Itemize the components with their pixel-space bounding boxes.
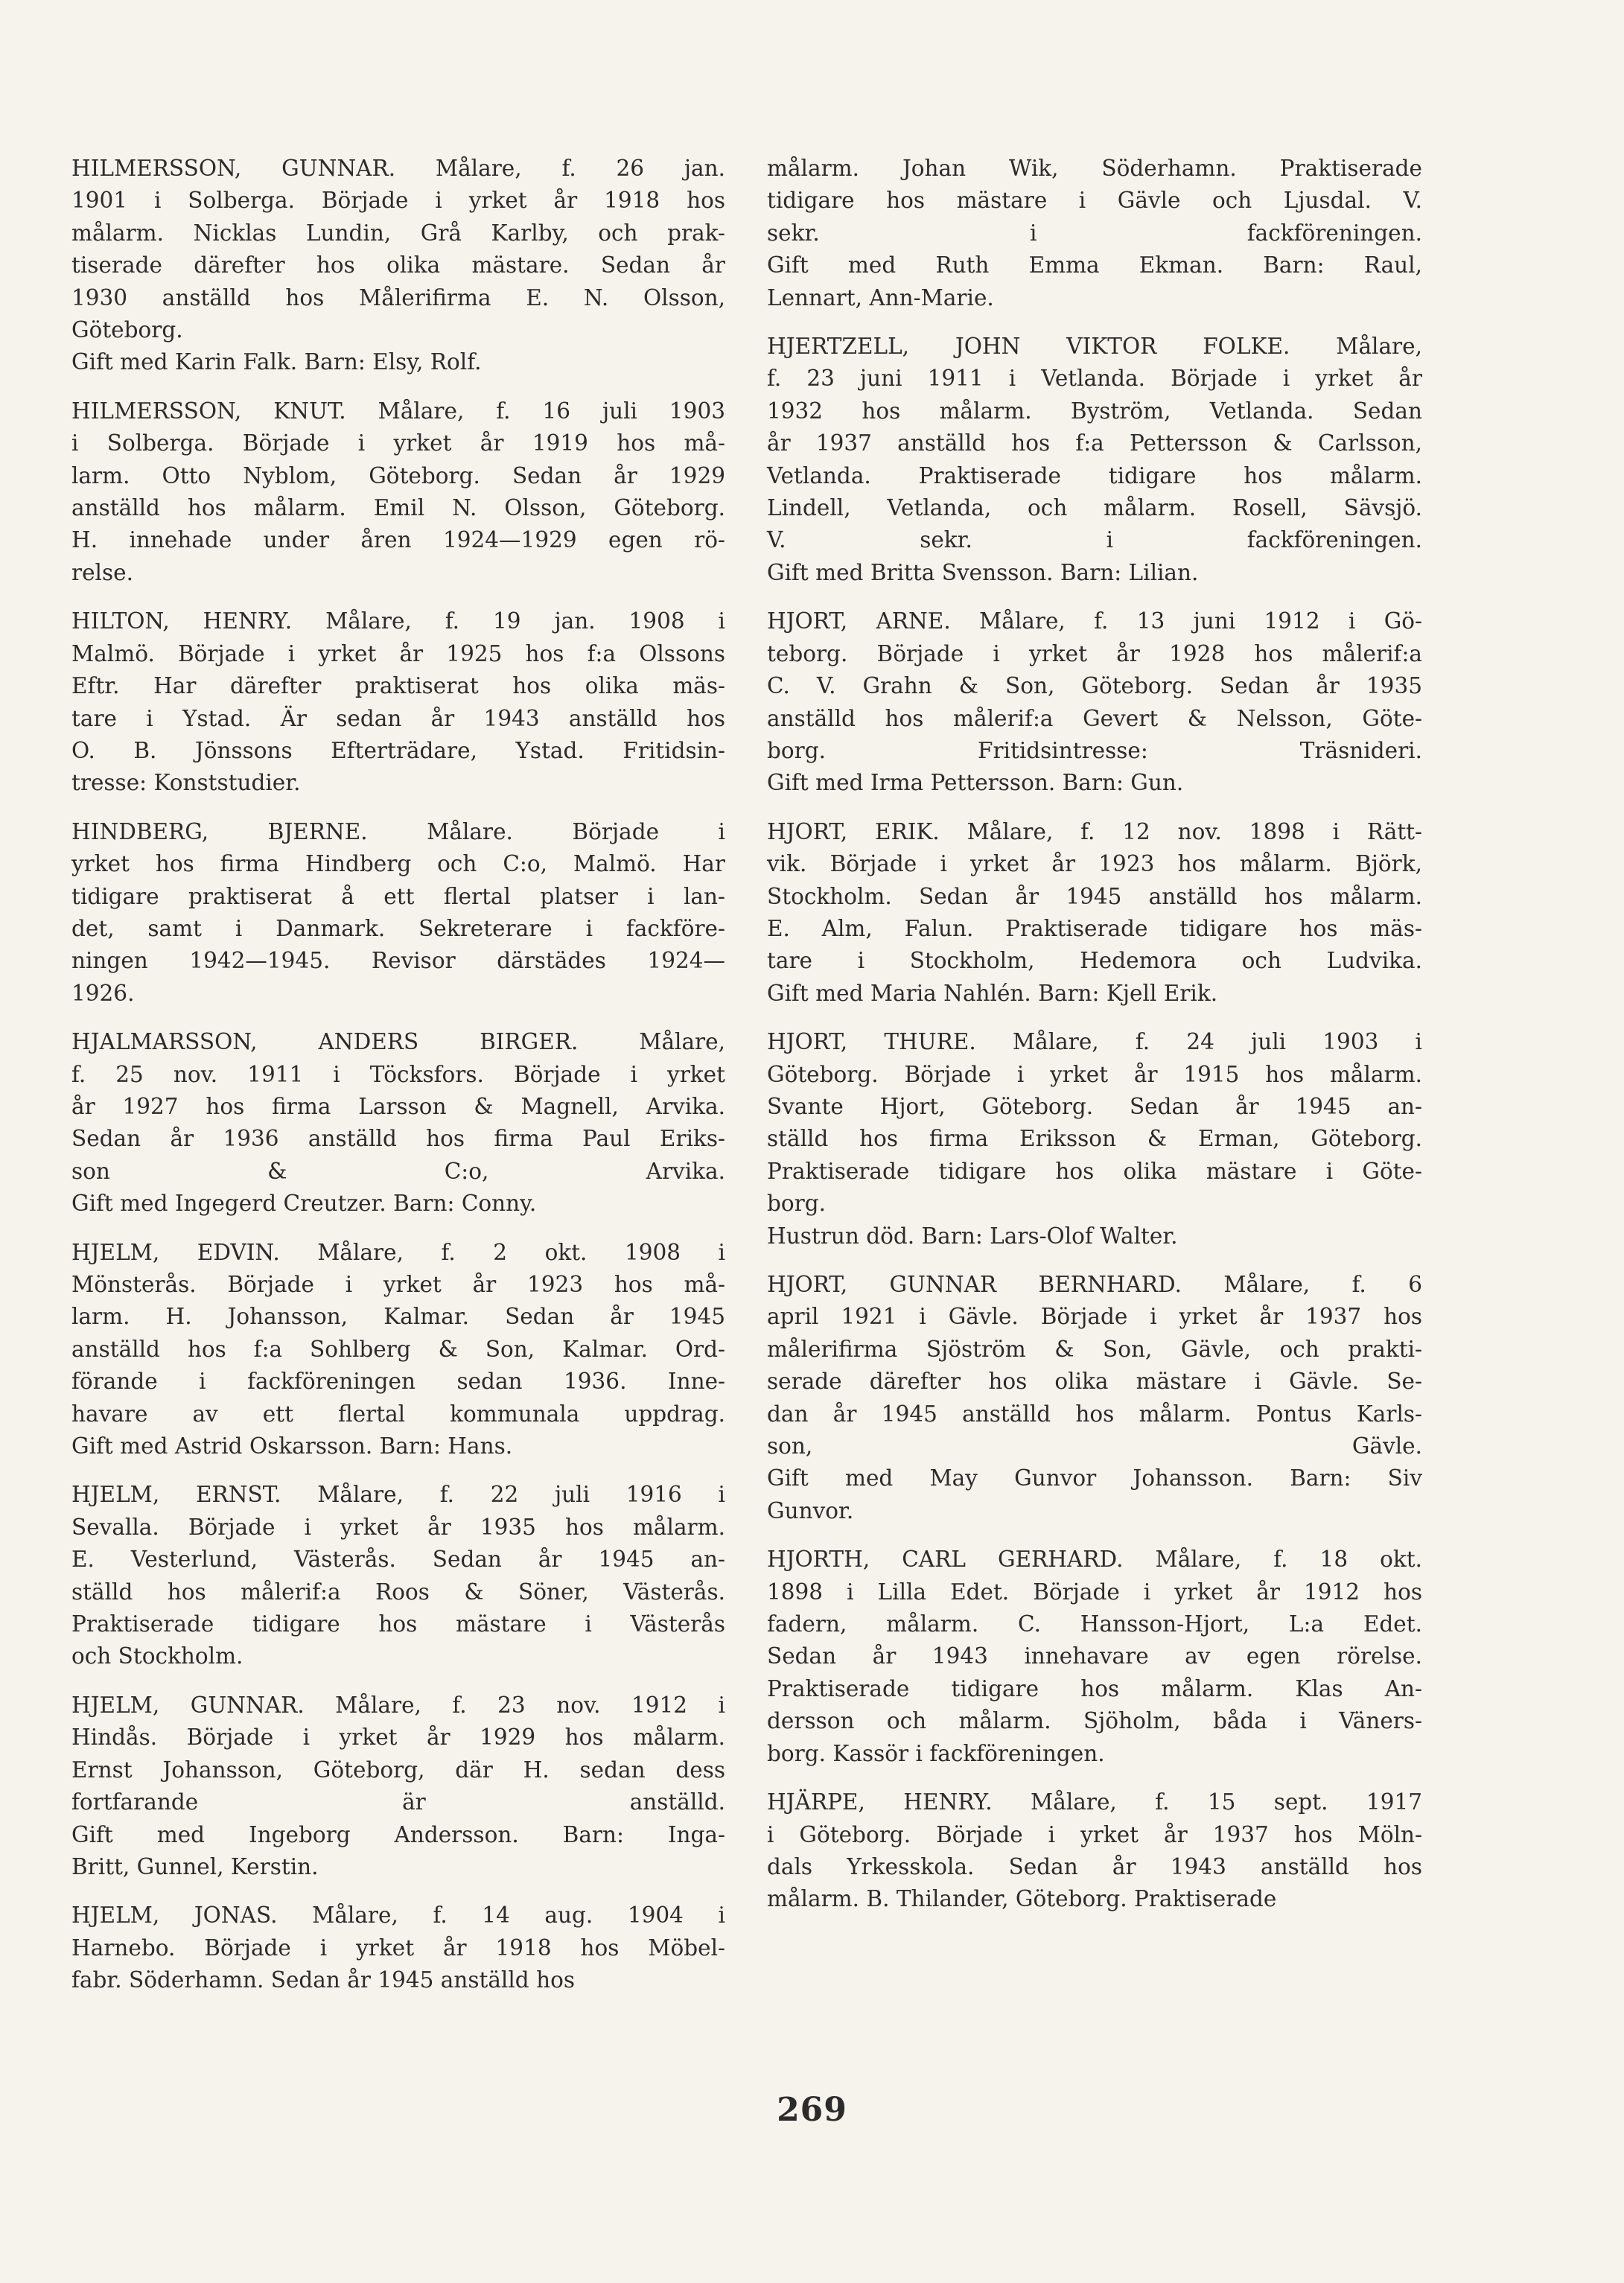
entry-line: tidigare praktiserat å ett flertal platser i lan-	[71, 883, 725, 909]
entry-line: år 1937 anställd hos f:a Pettersson & Carlsson,	[767, 430, 1422, 456]
entry-line: HJERTZELL, JOHN VIKTOR FOLKE. Målare,	[767, 334, 1422, 360]
entry-line: HJELM, EDVIN. Målare, f. 2 okt. 1908 i	[71, 1239, 725, 1265]
biography-entry	[71, 1690, 725, 1883]
entry-line: Gift med Maria Nahlén. Barn: Kjell Erik.	[767, 980, 1218, 1006]
biography-entry	[767, 1544, 1422, 1770]
entry-line: borg. Fritidsintresse: Träsnideri.	[767, 737, 1422, 763]
entry-line: tiserade därefter hos olika mästare. Sedan år	[71, 252, 725, 278]
entry-line: Mönsterås. Började i yrket år 1923 hos må-	[71, 1272, 725, 1297]
entry-line: Hustrun död. Barn: Lars-Olof Walter.	[767, 1223, 1178, 1249]
entry-line: f. 25 nov. 1911 i Töcksfors. Började i yrket	[71, 1061, 725, 1087]
entry-line: HILMERSSON, GUNNAR. Målare, f. 26 jan.	[71, 156, 725, 181]
page-number: 269	[777, 2091, 847, 2129]
biography-entry	[71, 153, 725, 379]
entry-line: teborg. Började i yrket år 1928 hos målerif:a	[767, 640, 1422, 666]
entry-line: år 1927 hos firma Larsson & Magnell, Arvika.	[71, 1093, 725, 1119]
entry-line: 1932 hos målarm. Byström, Vetlanda. Sedan	[767, 398, 1422, 424]
entry-line: Gift med Ruth Emma Ekman. Barn: Raul,	[767, 252, 1422, 278]
entry-line: Gift med Astrid Oskarsson. Barn: Hans.	[71, 1433, 513, 1459]
entry-line: sekr. i fackföreningen.	[767, 220, 1422, 246]
entry-line: anställd hos målerif:a Gevert & Nelsson, Göte-	[767, 705, 1422, 731]
entry-line: borg. Kassör i fackföreningen.	[767, 1740, 1105, 1766]
entry-line: Sevalla. Började i yrket år 1935 hos målarm.	[71, 1514, 725, 1540]
entry-line: borg.	[767, 1191, 827, 1217]
entry-line: fadern, målarm. C. Hansson-Hjort, L:a Edet.	[767, 1611, 1422, 1637]
entry-line: havare av ett flertal kommunala uppdrag.	[71, 1401, 725, 1427]
biography-entry	[71, 1479, 725, 1672]
entry-line: ningen 1942—1945. Revisor därstädes 1924—	[71, 948, 725, 974]
entry-line: Hindås. Började i yrket år 1929 hos målarm.	[71, 1725, 725, 1751]
biography-entry	[767, 153, 1422, 314]
entry-line: HJÄRPE, HENRY. Målare, f. 15 sept. 1917	[767, 1789, 1422, 1815]
entry-line: serade därefter hos olika mästare i Gävle. Se-	[767, 1369, 1422, 1395]
entry-line: Eftr. Har därefter praktiserat hos olika mäs-	[71, 673, 725, 699]
entry-line: yrket hos firma Hindberg och C:o, Malmö. Har	[71, 851, 725, 877]
biography-entry	[767, 1269, 1422, 1527]
entry-line: fortfarande är anställd.	[71, 1789, 725, 1815]
entry-line: Gift med May Gunvor Johansson. Barn: Siv	[767, 1465, 1422, 1491]
biography-entry	[767, 816, 1422, 1010]
entry-line: HJORT, THURE. Målare, f. 24 juli 1903 i	[767, 1029, 1422, 1055]
entry-line: E. Vesterlund, Västerås. Sedan år 1945 an-	[71, 1547, 725, 1573]
biography-entry	[71, 395, 725, 589]
entry-line: Ernst Johansson, Göteborg, där H. sedan dess	[71, 1757, 725, 1783]
entry-line: vik. Började i yrket år 1923 hos målarm. Björk,	[767, 851, 1422, 877]
entry-line: fabr. Söderhamn. Sedan år 1945 anställd hos	[71, 1967, 575, 1993]
left-column	[71, 153, 725, 2013]
entry-line: Gift med Britta Svensson. Barn: Lilian.	[767, 559, 1199, 585]
entry-line: Gift med Ingeborg Andersson. Barn: Inga-	[71, 1821, 725, 1847]
right-column	[767, 153, 1422, 1932]
biography-entry	[71, 1237, 725, 1463]
entry-line: dersson och målarm. Sjöholm, båda i Väners-	[767, 1708, 1422, 1734]
entry-line: HJALMARSSON, ANDERS BIRGER. Målare,	[71, 1029, 725, 1055]
entry-line: Praktiserade tidigare hos mästare i Västerås	[71, 1611, 725, 1637]
entry-line: Praktiserade tidigare hos målarm. Klas An-	[767, 1675, 1422, 1701]
entry-line: Malmö. Började i yrket år 1925 hos f:a Olssons	[71, 640, 725, 666]
entry-line: april 1921 i Gävle. Började i yrket år 1937 hos	[767, 1304, 1422, 1330]
entry-line: Harnebo. Började i yrket år 1918 hos Möbel-	[71, 1935, 725, 1961]
entry-line: Stockholm. Sedan år 1945 anställd hos målarm.	[767, 883, 1422, 909]
entry-line: förande i fackföreningen sedan 1936. Inne-	[71, 1369, 725, 1395]
entry-line: HJORT, ERIK. Målare, f. 12 nov. 1898 i Rätt-	[767, 818, 1422, 844]
entry-line: 1930 anställd hos Målerifirma E. N. Olsson,	[71, 284, 725, 311]
biography-entry	[767, 1786, 1422, 1916]
entry-line: son, Gävle.	[767, 1433, 1422, 1459]
entry-line: 1898 i Lilla Edet. Började i yrket år 1912 hos	[767, 1579, 1422, 1605]
entry-line: Praktiserade tidigare hos olika mästare i Göte-	[767, 1158, 1422, 1184]
entry-line: Lennart, Ann-Marie.	[767, 284, 994, 311]
entry-line: i Göteborg. Började i yrket år 1937 hos Möln-	[767, 1821, 1422, 1847]
entry-line: 1901 i Solberga. Började i yrket år 1918 hos	[71, 188, 725, 214]
entry-line: tresse: Konststudier.	[71, 770, 301, 796]
entry-line: H. innehade under åren 1924—1929 egen rö-	[71, 527, 725, 553]
entry-line: 1926.	[71, 980, 135, 1006]
entry-line: anställd hos målarm. Emil N. Olsson, Göteborg.	[71, 495, 725, 521]
biography-entry	[767, 605, 1422, 799]
biography-entry	[71, 605, 725, 799]
entry-line: Sedan år 1936 anställd hos firma Paul Eriks-	[71, 1126, 725, 1152]
entry-line: son & C:o, Arvika.	[71, 1158, 725, 1184]
entry-line: anställd hos f:a Sohlberg & Son, Kalmar. Ord-	[71, 1336, 725, 1362]
entry-line: målarm. Nicklas Lundin, Grå Karlby, och prak-	[71, 220, 725, 246]
entry-line: tare i Ystad. Är sedan år 1943 anställd hos	[71, 705, 725, 731]
biography-entry	[71, 1026, 725, 1220]
entry-line: O. B. Jönssons Efterträdare, Ystad. Fritidsin-	[71, 737, 725, 763]
entry-line: HJELM, JONAS. Målare, f. 14 aug. 1904 i	[71, 1902, 725, 1929]
entry-line: Sedan år 1943 innehavare av egen rörelse.	[767, 1643, 1422, 1669]
entry-line: Britt, Gunnel, Kerstin.	[71, 1853, 319, 1879]
entry-line: dan år 1945 anställd hos målarm. Pontus Karls-	[767, 1401, 1422, 1427]
entry-line: Gift med Karin Falk. Barn: Elsy, Rolf.	[71, 349, 482, 375]
entry-line: dals Yrkesskola. Sedan år 1943 anställd hos	[767, 1853, 1422, 1879]
entry-line: målerifirma Sjöström & Son, Gävle, och prakti-	[767, 1336, 1422, 1362]
biography-entry	[767, 331, 1422, 589]
entry-line: relse.	[71, 559, 133, 585]
entry-line: i Solberga. Började i yrket år 1919 hos må-	[71, 430, 725, 456]
entry-line: HJELM, ERNST. Målare, f. 22 juli 1916 i	[71, 1482, 725, 1508]
entry-line: det, samt i Danmark. Sekreterare i fackföre-	[71, 915, 725, 941]
entry-line: ställd hos målerif:a Roos & Söner, Västerås.	[71, 1579, 725, 1605]
entry-line: målarm. Johan Wik, Söderhamn. Praktiserade	[767, 156, 1422, 181]
entry-line: och Stockholm.	[71, 1643, 243, 1669]
entry-line: C. V. Grahn & Son, Göteborg. Sedan år 1935	[767, 673, 1422, 699]
biography-entry	[71, 1900, 725, 1996]
entry-line: HJORTH, CARL GERHARD. Målare, f. 18 okt.	[767, 1547, 1422, 1573]
entry-line: Göteborg.	[71, 317, 183, 343]
entry-line: V. sekr. i fackföreningen.	[767, 527, 1422, 553]
entry-line: HJELM, GUNNAR. Målare, f. 23 nov. 1912 i	[71, 1692, 725, 1718]
entry-line: E. Alm, Falun. Praktiserade tidigare hos mäs-	[767, 915, 1422, 941]
entry-line: målarm. B. Thilander, Göteborg. Praktiserade	[767, 1886, 1277, 1912]
entry-line: Lindell, Vetlanda, och målarm. Rosell, Sävsjö.	[767, 495, 1422, 521]
entry-line: HINDBERG, BJERNE. Målare. Började i	[71, 818, 725, 844]
entry-line: tare i Stockholm, Hedemora och Ludvika.	[767, 948, 1422, 974]
entry-line: Gift med Irma Pettersson. Barn: Gun.	[767, 770, 1184, 796]
entry-line: Svante Hjort, Göteborg. Sedan år 1945 an-	[767, 1093, 1422, 1119]
entry-line: Göteborg. Började i yrket år 1915 hos målarm.	[767, 1061, 1422, 1087]
entry-line: f. 23 juni 1911 i Vetlanda. Började i yrket år	[767, 366, 1422, 392]
entry-line: HILTON, HENRY. Målare, f. 19 jan. 1908 i	[71, 608, 725, 634]
entry-line: Gift med Ingegerd Creutzer. Barn: Conny.	[71, 1191, 537, 1217]
biography-entry	[71, 816, 725, 1010]
biography-entry	[767, 1026, 1422, 1252]
entry-line: HILMERSSON, KNUT. Målare, f. 16 juli 1903	[71, 398, 725, 424]
entry-line: larm. Otto Nyblom, Göteborg. Sedan år 1929	[71, 462, 725, 488]
entry-line: Gunvor.	[767, 1497, 854, 1523]
entry-line: HJORT, GUNNAR BERNHARD. Målare, f. 6	[767, 1272, 1422, 1297]
entry-line: ställd hos firma Eriksson & Erman, Göteborg.	[767, 1126, 1422, 1152]
entry-line: Vetlanda. Praktiserade tidigare hos målarm.	[767, 462, 1422, 488]
entry-line: HJORT, ARNE. Målare, f. 13 juni 1912 i Gö-	[767, 608, 1422, 634]
entry-line: larm. H. Johansson, Kalmar. Sedan år 1945	[71, 1304, 725, 1330]
entry-line: tidigare hos mästare i Gävle och Ljusdal. V.	[767, 188, 1422, 214]
